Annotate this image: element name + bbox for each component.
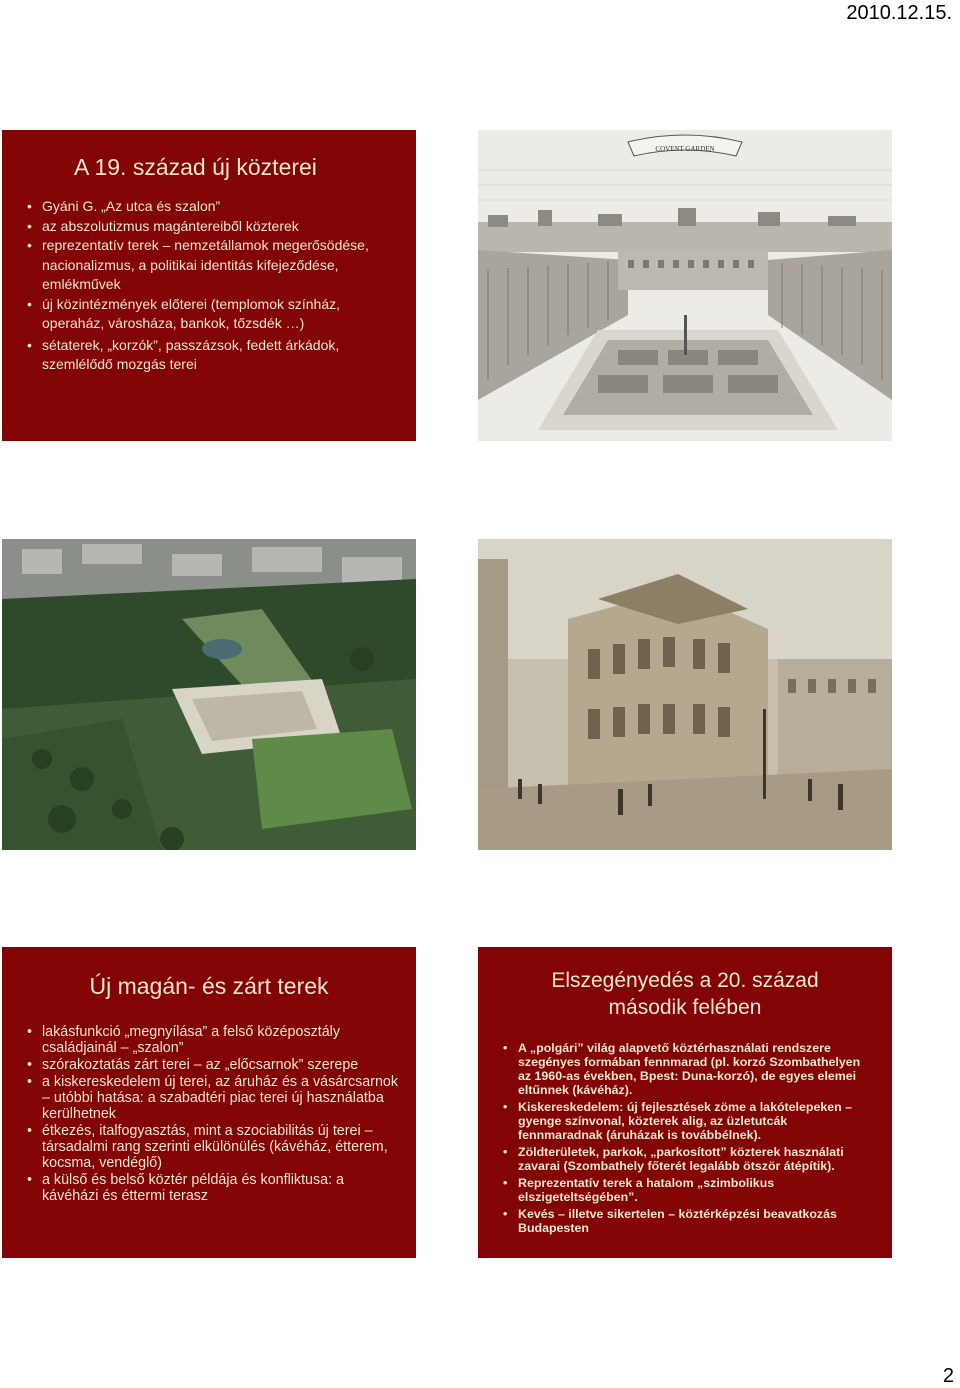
- slide-impoverishment: [478, 947, 892, 1258]
- slide-title: [478, 947, 892, 1021]
- aerial-park-photo: [2, 539, 416, 850]
- bullet-item: • Reprezentatív terek a hatalom „szimbolikus elszigeteltségében”.: [518, 1176, 874, 1204]
- aerial-photo-illustration: [2, 539, 416, 850]
- bullet-list: [478, 1021, 892, 1235]
- bullet-item: • az abszolutizmus magántereiből közterek: [42, 217, 398, 237]
- slide-public-spaces: [2, 130, 416, 441]
- opera-house-drawing: [478, 539, 892, 850]
- slide-title: A 19. század új közterei: [74, 154, 317, 180]
- slide-title: Új magán- és zárt terek: [89, 973, 329, 999]
- bullet-item: • reprezentatív terek – nemzetállamok megerősödése, nacionalizmus, a politikai identitás kifejeződése, emlékművek: [42, 236, 398, 295]
- bullet-item: • szórakoztatás zárt terei – az „előcsarnok” szerepe: [42, 1057, 398, 1073]
- slide-title-line2: második felében: [608, 996, 762, 1019]
- bullet-item: • a külső és belső köztér példája és konfliktusa: a kávéházi és éttermi terasz: [42, 1172, 398, 1204]
- bullet-item: • A „polgári” világ alapvető köztérhasználati rendszere szegényes formában fennmarad (pl. korzó Szombathelyen az 1960-as években, Bpest: Duna-korzó), de egyes elemei eltűnnek (kávéház).: [518, 1041, 874, 1097]
- bullet-list: [2, 181, 416, 375]
- slide-private-spaces: [2, 947, 416, 1258]
- page-number: 2: [942, 1365, 954, 1387]
- bullet-list: [2, 1000, 416, 1204]
- bullet-item: • sétaterek, „korzók”, passzázsok, fedett árkádok, szemlélődő mozgás terei: [42, 336, 398, 375]
- bullet-item: • Zöldterületek, parkok, „parkosított” közterek használati zavarai (Szombathely főterét legalább ötször átépítik).: [518, 1145, 874, 1173]
- bullet-item: • a kiskereskedelem új terei, az áruház és a vásárcsarnok – utóbbi hatása: a szabadtéri piac terei új használatba kerülhetnek: [42, 1074, 398, 1122]
- bullet-item: • lakásfunkció „megnyílása” a felső középosztály családjainál – „szalon”: [42, 1024, 398, 1056]
- bullet-item: • új közintézmények előterei (templomok színház, operaház, városháza, bankok, tőzsdék …): [42, 295, 398, 334]
- bullet-item: • Kevés – illetve sikertelen – köztérképzési beavatkozás Budapesten: [518, 1207, 874, 1235]
- slide-title-line1: Elszegényedés a 20. század: [551, 969, 819, 992]
- covent-garden-engraving: [478, 130, 892, 441]
- header-date: 2010.12.15.: [846, 2, 952, 24]
- engraving-caption: COVENT GARDEN: [655, 145, 715, 153]
- bullet-item: • Gyáni G. „Az utca és szalon”: [42, 197, 398, 217]
- bullet-item: • étkezés, italfogyasztás, mint a szociabilitás új terei – társadalmi rang szerinti elkülönülés (kávéház, étterem, kocsma, vendéglő): [42, 1123, 398, 1171]
- engraving-illustration: [478, 130, 892, 441]
- bullet-item: • Kiskereskedelem: új fejlesztések zöme a lakótelepeken – gyenge színvonal, közterek alig, az üzletutcák fennmaradnak (áruházak is továbbélnek).: [518, 1100, 874, 1142]
- opera-house-illustration: [478, 539, 892, 850]
